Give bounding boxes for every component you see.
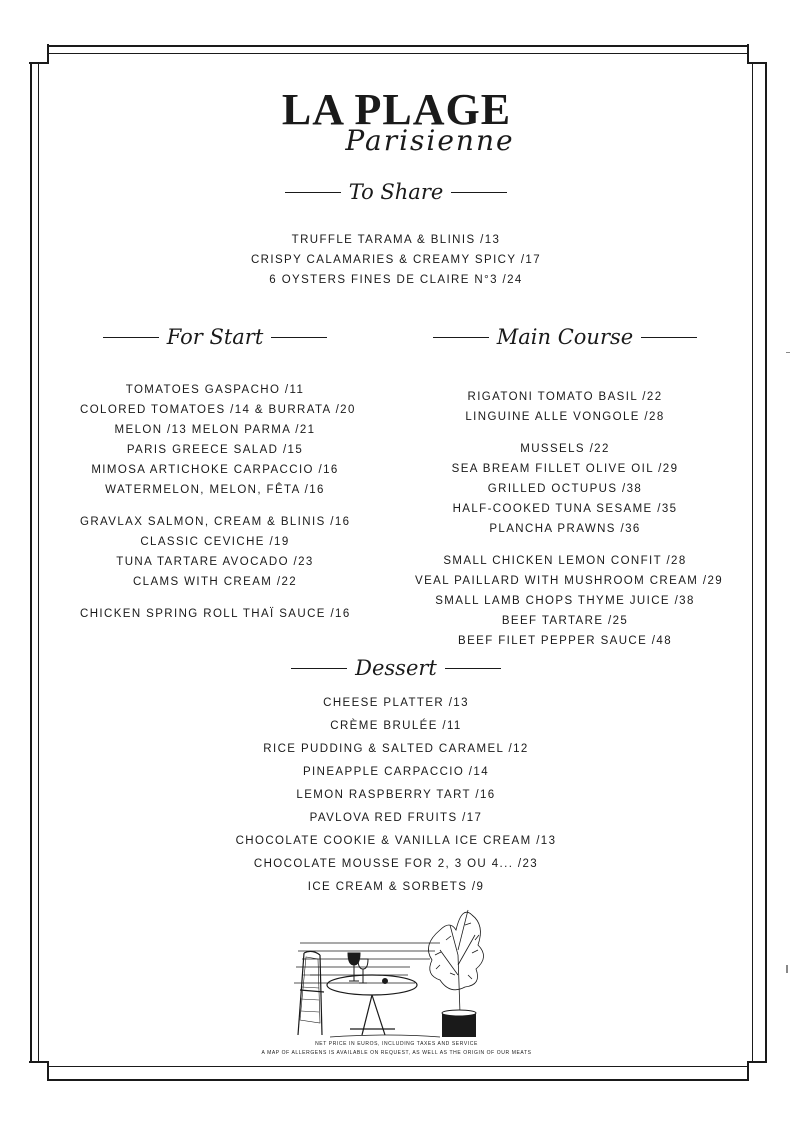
- menu-item: TOMATOES GASPACHO /11: [125, 384, 305, 396]
- menu-item: CHICKEN SPRING ROLL THAÏ SAUCE /16: [80, 608, 351, 620]
- ground-line-icon: [330, 1035, 440, 1037]
- footnote-prices: NET PRICE IN EUROS, INCLUDING TAXES AND SERVICE: [315, 1041, 478, 1047]
- menu-item: SMALL CHICKEN LEMON CONFIT /28: [443, 555, 687, 567]
- menu-item: PLANCHA PRAWNS /36: [489, 523, 641, 535]
- section-heading-for-start: [80, 325, 350, 349]
- heading-rule: [271, 337, 327, 338]
- heading-rule: [291, 668, 347, 669]
- menu-item: ICE CREAM & SORBETS /9: [307, 881, 485, 893]
- menu-item: MELON /13 MELON PARMA /21: [114, 424, 316, 436]
- group-gap: [415, 427, 715, 439]
- olive-tree-icon: [428, 910, 483, 1013]
- menu-item: CHEESE PLATTER /13: [323, 697, 469, 709]
- heading-text: Dessert: [355, 656, 437, 680]
- corner-notch: [747, 44, 767, 64]
- menu-item: HALF-COOKED TUNA SESAME /35: [452, 503, 678, 515]
- menu-item: GRILLED OCTUPUS /38: [487, 483, 643, 495]
- menu-item: CRISPY CALAMARIES & CREAMY SPICY /17: [250, 254, 542, 266]
- ashtray-icon: [382, 978, 388, 984]
- menu-item: COLORED TOMATOES /14 & BURRATA /20: [80, 404, 356, 416]
- table-icon: [327, 975, 417, 1035]
- restaurant-subtitle: Parisienne: [345, 124, 515, 157]
- heading-text: To Share: [348, 180, 444, 204]
- menu-item: MUSSELS /22: [520, 443, 610, 455]
- menu-item: GRAVLAX SALMON, CREAM & BLINIS /16: [80, 516, 351, 528]
- footnote-allergens: A MAP OF ALLERGENS IS AVAILABLE ON REQUEST, AS WELL AS THE ORIGIN OF OUR MEATS: [261, 1050, 532, 1056]
- section-heading-to-share: [196, 180, 596, 204]
- group-gap: [80, 500, 350, 512]
- restaurant-title: LA PLAGE: [281, 85, 512, 134]
- menu-item: PAVLOVA RED FRUITS /17: [309, 812, 483, 824]
- heading-rule: [285, 192, 341, 193]
- pot-rim-icon: [442, 1010, 476, 1016]
- menu-item: BEEF FILET PEPPER SAUCE /48: [458, 635, 672, 647]
- heading-rule: [445, 668, 501, 669]
- menu-item: BEEF TARTARE /25: [501, 615, 629, 627]
- heading-text: Main Course: [496, 325, 634, 349]
- menu-item: CLASSIC CEVICHE /19: [140, 536, 290, 548]
- wine-glass-icon: [348, 953, 368, 983]
- menu-item: WATERMELON, MELON, FÊTA /16: [105, 484, 325, 496]
- heading-rule: [451, 192, 507, 193]
- section-heading-main-course: [415, 325, 715, 349]
- plant-pot-icon: [442, 1013, 476, 1037]
- menu-item: LINGUINE ALLE VONGOLE /28: [465, 411, 665, 423]
- scan-mark: [786, 352, 790, 353]
- menu-item: TRUFFLE TARAMA & BLINIS /13: [291, 234, 501, 246]
- menu-item: 6 OYSTERS FINES DE CLAIRE N°3 /24: [269, 274, 523, 286]
- menu-item: PARIS GREECE SALAD /15: [126, 444, 304, 456]
- menu-item: TUNA TARTARE AVOCADO /23: [116, 556, 314, 568]
- dessert-list: [196, 692, 596, 899]
- main-course-list: [415, 387, 724, 651]
- menu-item: PINEAPPLE CARPACCIO /14: [302, 766, 489, 778]
- menu-item: CLAMS WITH CREAM /22: [132, 576, 298, 588]
- scan-mark: [786, 965, 788, 973]
- group-gap: [415, 539, 715, 551]
- menu-item: MIMOSA ARTICHOKE CARPACCIO /16: [91, 464, 339, 476]
- sea-lines-icon: [294, 943, 440, 983]
- menu-item: CRÈME BRULÉE /11: [330, 720, 462, 732]
- menu-item: RIGATONI TOMATO BASIL /22: [467, 391, 663, 403]
- terrace-illustration: [290, 895, 500, 1040]
- heading-text: For Start: [166, 325, 264, 349]
- menu-item: SEA BREAM FILLET OLIVE OIL /29: [451, 463, 679, 475]
- corner-notch: [29, 1061, 49, 1081]
- for-start-list: [80, 380, 356, 624]
- heading-rule: [641, 337, 697, 338]
- menu-item: RICE PUDDING & SALTED CARAMEL /12: [263, 743, 529, 755]
- menu-item: CHOCOLATE MOUSSE FOR 2, 3 OU 4... /23: [253, 858, 539, 870]
- to-share-list: [196, 230, 596, 290]
- menu-item: CHOCOLATE COOKIE & VANILLA ICE CREAM /13: [235, 835, 557, 847]
- menu-item: VEAL PAILLARD WITH MUSHROOM CREAM /29: [415, 575, 724, 587]
- heading-rule: [103, 337, 159, 338]
- menu-item: LEMON RASPBERRY TART /16: [296, 789, 496, 801]
- group-gap: [80, 592, 350, 604]
- heading-rule: [433, 337, 489, 338]
- corner-notch: [747, 1061, 767, 1081]
- menu-item: SMALL LAMB CHOPS THYME JUICE /38: [435, 595, 695, 607]
- corner-notch: [29, 44, 49, 64]
- section-heading-dessert: [196, 656, 596, 680]
